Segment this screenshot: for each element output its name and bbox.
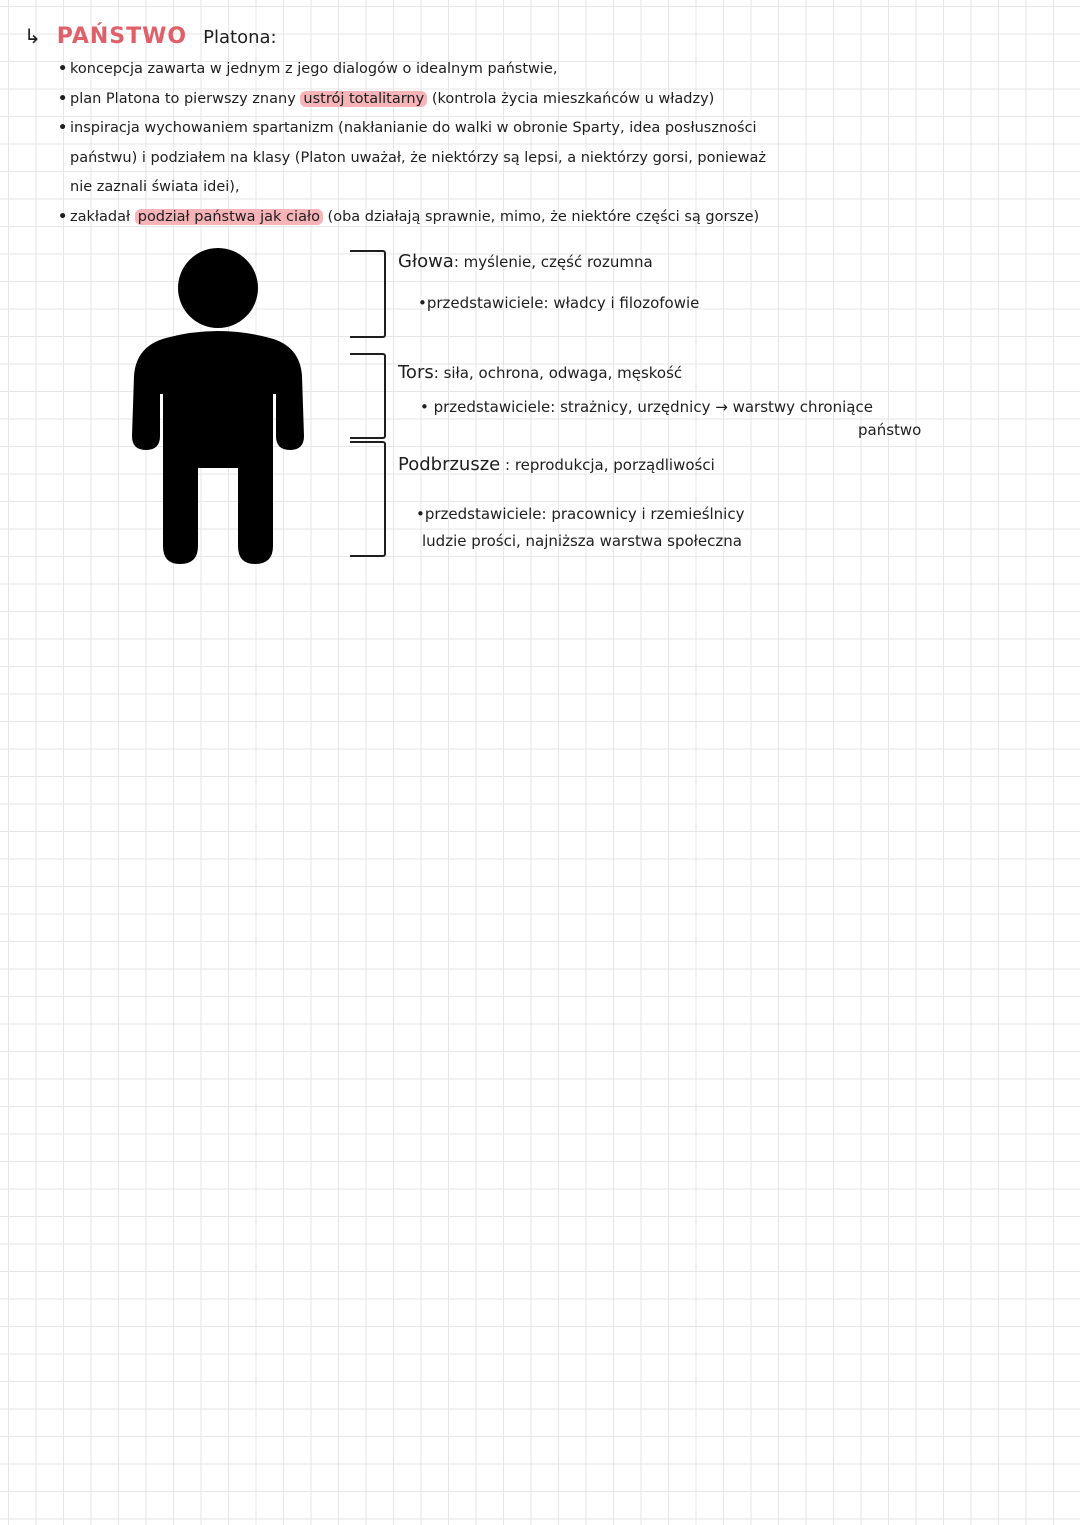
part-lower-desc: reprodukcja, porządliwości (514, 456, 715, 474)
human-figure-icon (128, 246, 308, 566)
bullet-3 (58, 119, 757, 137)
bullet-3-line1: inspiracja wychowaniem spartanizm (nakłanianie do walki w obronie Sparty, idea posłuszności (70, 120, 757, 136)
bullet-4-pre: zakładał (70, 209, 135, 225)
bullet-3-cont-1: państwu) i podziałem na klasy (Platon uważał, że niektórzy są lepsi, a niektórzy gorsi, ponieważ (70, 150, 766, 166)
part-torso-desc: siła, ochrona, odwaga, męskość (443, 364, 683, 382)
part-head-desc: myślenie, część rozumna (463, 253, 653, 271)
part-lower-reps: •przedstawiciele: pracownicy i rzemieślnicy (416, 505, 745, 523)
bullet-2-pre: plan Platona to pierwszy znany (70, 91, 301, 107)
page-subtitle: Platona: (203, 27, 277, 48)
bullet-2 (58, 90, 714, 108)
part-head-colon: : (453, 253, 464, 271)
bracket-lower-body (350, 441, 386, 557)
part-lower-body (398, 455, 715, 475)
highlight-state-body: podział państwa jak ciało (135, 209, 323, 225)
bracket-head (350, 250, 386, 338)
bullet-dot: • (58, 91, 68, 107)
bullet-2-post: (kontrola życia mieszkańców u władzy) (427, 91, 715, 107)
bullet-dot: • (58, 61, 68, 77)
bullet-4 (58, 208, 759, 226)
bullet-dot: • (58, 120, 68, 136)
bullet-4-post: (oba działają sprawnie, mimo, że niektóre części są gorsze) (322, 209, 760, 225)
highlight-totalitarian: ustrój totalitarny (300, 91, 427, 107)
part-torso (398, 363, 682, 383)
part-lower-reps-cont: ludzie prości, najniższa warstwa społeczna (422, 532, 742, 550)
title-row (24, 24, 277, 49)
part-torso-title: Tors (398, 362, 434, 383)
page-title: PAŃSTWO (56, 24, 188, 49)
bracket-torso (350, 353, 386, 439)
part-head-reps: •przedstawiciele: władcy i filozofowie (418, 294, 700, 312)
bullet-3-cont-2: nie zaznali świata idei), (70, 179, 240, 195)
bullet-1 (58, 60, 557, 78)
bullet-1-text: koncepcja zawarta w jednym z jego dialogów o idealnym państwie, (70, 61, 558, 77)
part-torso-colon: : (433, 364, 444, 382)
part-torso-reps-cont: państwo (858, 421, 922, 439)
bullet-dot: • (58, 209, 68, 225)
part-head-title: Głowa (398, 251, 454, 272)
part-lower-colon: : (500, 456, 515, 474)
part-head (398, 252, 653, 272)
part-torso-reps: • przedstawiciele: strażnicy, urzędnicy → warstwy chroniące (420, 398, 873, 416)
arrow-icon: ↳ (24, 24, 41, 48)
part-lower-title: Podbrzusze (398, 454, 501, 475)
